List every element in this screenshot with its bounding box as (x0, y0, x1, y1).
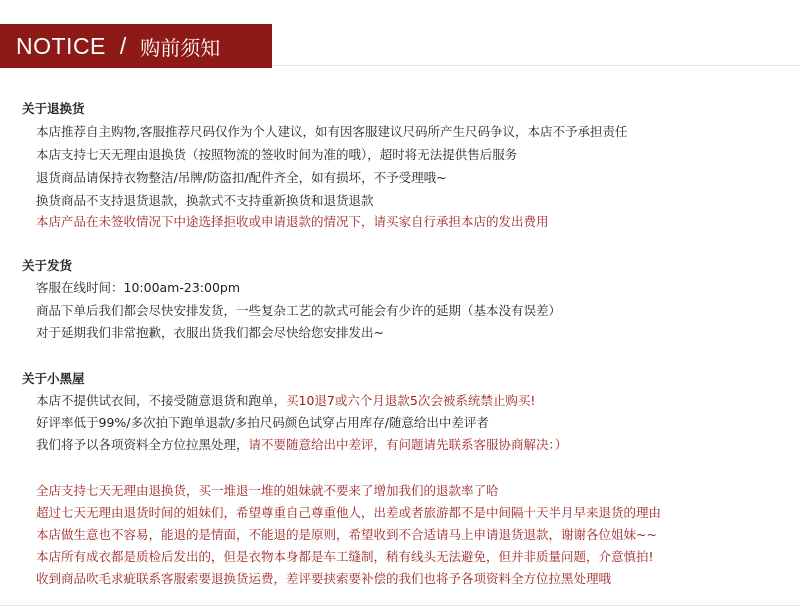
returns-line: 本店推荐自主购物,客服推荐尺码仅作为个人建议，如有因客服建议尺码所产生尺码争议，本店不予承担责任 (36, 124, 628, 139)
banner-title-zh: 购前须知 (140, 35, 221, 60)
returns-line: 换货商品不支持退货退款，换款式不支持重新换货和退货退款 (36, 193, 374, 208)
closing-line: 本店所有成衣都是质检后发出的，但是衣物本身都是车工缝制，稍有线头无法避免，但并非质量问题，介意慎拍! (36, 549, 654, 564)
shipping-line: 对于延期我们非常抱歉，衣服出货我们都会尽快给您安排发出~ (36, 325, 384, 340)
banner-title-en: NOTICE (16, 32, 106, 59)
blacklist-heading: 关于小黑屋 (22, 371, 85, 386)
blacklist-line (36, 393, 535, 409)
closing-line: 全店支持七天无理由退换货，买一堆退一堆的姐妹就不要来了增加我们的退款率了哈 (36, 483, 499, 498)
blacklist-line-warning: 请不要随意给出中差评，有问题请先联系客服协商解决：） (248, 437, 568, 452)
returns-line: 本店支持七天无理由退换货（按照物流的签收时间为准的哦），超时将无法提供售后服务 (36, 147, 518, 162)
returns-line: 退货商品请保持衣物整洁/吊牌/防盗扣/配件齐全，如有损坏，不予受理哦~ (36, 170, 447, 185)
returns-warning-line: 本店产品在未签收情况下中途选择拒收或申请退款的情况下，请买家自行承担本店的发出费用 (36, 214, 549, 229)
closing-line: 收到商品吹毛求疵联系客服索要退换货运费，差评要挟索要补偿的我们也将予各项资料全方位拉黑处理哦 (36, 571, 612, 586)
blacklist-line-text: 本店不提供试衣间，不接受随意退货和跑单， (36, 393, 287, 408)
shipping-line: 商品下单后我们都会尽快安排发货，一些复杂工艺的款式可能会有少许的延期（基本没有误差） (36, 303, 562, 318)
blacklist-line: 好评率低于99%/多次拍下跑单退款/多拍尺码颜色试穿占用库存/随意给出中差评者 (36, 415, 489, 430)
shipping-line: 客服在线时间：10:00am-23:00pm (36, 280, 241, 295)
shipping-heading: 关于发货 (22, 258, 73, 273)
closing-line: 本店做生意也不容易，能退的是情面，不能退的是原则，希望收到不合适请马上申请退货退款，谢谢各位姐妹~~ (36, 527, 657, 542)
returns-heading: 关于退换货 (22, 101, 85, 116)
blacklist-line (36, 437, 567, 453)
blacklist-line-text: 我们将予以各项资料全方位拉黑处理， (36, 437, 249, 452)
closing-line: 超过七天无理由退货时间的姐妹们，希望尊重自己尊重他人，出差或者旅游都不是中间隔十天半月早来退货的理由 (36, 505, 662, 520)
blacklist-line-warning: 买10退7或六个月退款5次会被系统禁止购买! (286, 393, 536, 408)
banner-separator: / (119, 32, 127, 59)
footer-divider (0, 605, 800, 606)
